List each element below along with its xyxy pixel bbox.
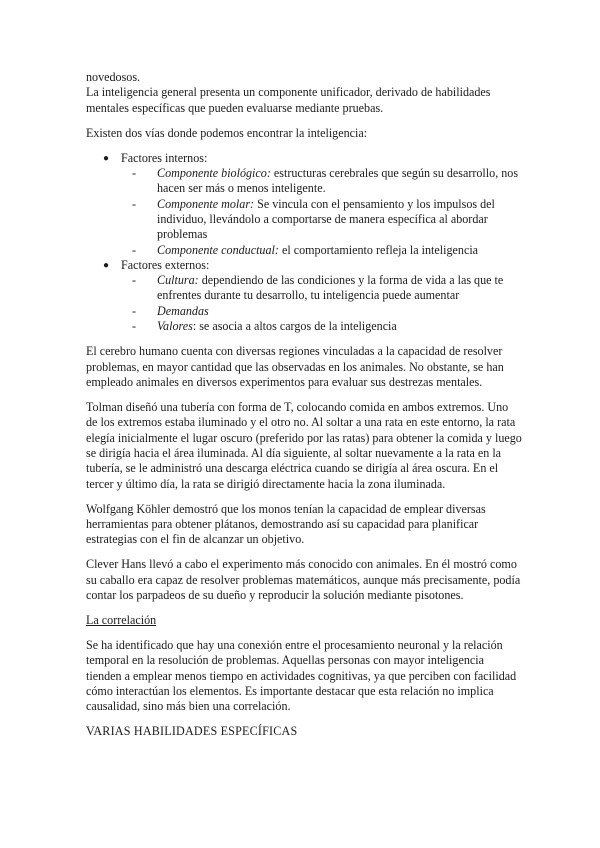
item-text: : se asocia a altos cargos de la inteligencia bbox=[192, 319, 397, 334]
factor-title: Factores externos: bbox=[121, 257, 210, 272]
dash-icon: - bbox=[132, 242, 137, 257]
factor-internos bbox=[86, 151, 522, 258]
item-text: dependiendo de las condiciones y la forma de vida a las que te enfrentes durante tu desarrollo, tu inteligencia puede aumentar bbox=[157, 273, 504, 303]
item-text: estructuras cerebrales que según su desarrollo, nos hacen ser más o menos inteligente. bbox=[157, 166, 519, 196]
paragraph-hans: Clever Hans llevó a cabo el experimento más conocido con animales. En él mostró como su caballo era capaz de resolver problemas matemáticos, aunque más precisamente, podía contar los parpadeos de su dueño y reproducir la solución mediante pisotones. bbox=[86, 557, 521, 602]
factor-title: Factores internos: bbox=[121, 150, 208, 165]
paragraph-correlacion: Se ha identificado que hay una conexión entre el procesamiento neuronal y la relación temporal en la resolución de problemas. Aquellas personas con mayor inteligencia tienden a emplear menos tiempo en actividades cognitivas, ya que perciben con facilidad cómo interactúan los elementos. Es importante destacar que esta relación no implica causalidad, sino más bien una correlación. bbox=[86, 638, 517, 714]
dash-icon: - bbox=[132, 196, 137, 211]
intro-line-2: La inteligencia general presenta un componente unificador, derivado de habilidades mentales específicas que pueden evaluarse mediante pruebas. bbox=[86, 85, 491, 115]
bullet-icon: ● bbox=[103, 152, 110, 164]
bullet-icon: ● bbox=[103, 259, 110, 271]
vias-intro: Existen dos vías donde podemos encontrar la inteligencia: bbox=[86, 125, 368, 140]
item-term: Componente biológico: bbox=[157, 166, 271, 181]
list-item bbox=[127, 243, 522, 258]
document-page bbox=[86, 70, 522, 749]
list-item bbox=[127, 319, 522, 334]
list-item bbox=[127, 197, 522, 243]
factores-list bbox=[86, 151, 522, 335]
item-term: Valores bbox=[157, 319, 193, 334]
paragraph-cerebro: El cerebro humano cuenta con diversas regiones vinculadas a la capacidad de resolver problemas, en mayor cantidad que las observadas en los animales. No obstante, se han empleado animales en diversos experimentos para evaluar sus destrezas mentales. bbox=[86, 344, 504, 389]
item-term: Componente molar: bbox=[157, 196, 255, 211]
correlacion-heading: La correlación bbox=[86, 612, 157, 627]
item-text: el comportamiento refleja la inteligencia bbox=[278, 242, 479, 257]
factor-externos bbox=[86, 258, 522, 334]
item-text: Se vincula con el pensamiento y los impulsos del individuo, llevándolo a comportarse de manera específica al abordar problemas bbox=[157, 196, 495, 242]
factor-internos-items bbox=[121, 166, 522, 258]
item-term: Componente conductual: bbox=[157, 242, 279, 257]
paragraph-kohler: Wolfgang Köhler demostró que los monos tenían la capacidad de emplear diversas herramientas para obtener plátanos, demostrando así su capacidad para planificar estrategias con el fin de alcanzar un objetivo. bbox=[86, 501, 486, 547]
factor-externos-items bbox=[121, 273, 522, 334]
list-item bbox=[127, 166, 522, 197]
dash-icon: - bbox=[132, 166, 137, 181]
dash-icon: - bbox=[132, 319, 137, 334]
paragraph-tolman: Tolman diseñó una tubería con forma de T, colocando comida en ambos extremos. Uno de los extremos estaba iluminado y el otro no. Al soltar a una rata en este entorno, la rata elegía inicialmente el lugar oscuro (preferido por las ratas) para obtener la comida y luego se dirigía hacia el área iluminada. Al día siguiente, al soltar nuevamente a la rata en la tubería, se le administró una descarga eléctrica cuando se dirigía al área oscura. En el tercer y último día, la rata se dirigió directamente hacia la zona iluminada. bbox=[86, 400, 522, 491]
section-heading: VARIAS HABILIDADES ESPECÍFICAS bbox=[86, 724, 298, 739]
dash-icon: - bbox=[132, 303, 137, 318]
item-term: Demandas bbox=[157, 303, 209, 318]
list-item bbox=[127, 273, 522, 304]
intro-paragraph bbox=[86, 70, 522, 116]
item-term: Cultura: bbox=[157, 273, 199, 288]
list-item bbox=[127, 304, 522, 319]
dash-icon: - bbox=[132, 273, 137, 288]
intro-line-1: novedosos. bbox=[86, 70, 141, 84]
